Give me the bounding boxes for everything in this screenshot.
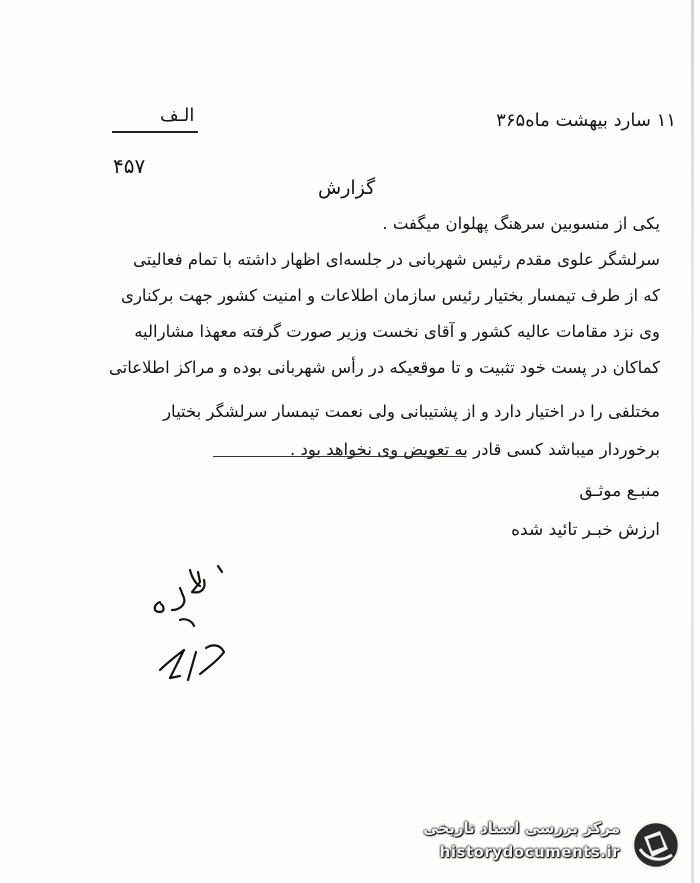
scan-edge: [691, 0, 694, 883]
source-line: منبـع موثـق: [579, 481, 660, 501]
closing-dash-line: [213, 456, 465, 457]
serial-underline: [112, 131, 198, 133]
body-line: مختلفی را در اختیار دارد و از پشتیبانی ولی نعمت تیمسار سرلشگر بختیار: [163, 402, 660, 421]
serial-label: الـف: [160, 105, 195, 126]
document-date: ۱۱ سارد بیهشت ماه۳۶۵: [496, 110, 676, 131]
document-title: گزارش: [318, 177, 376, 199]
body-line: یکی از منسوبین سرهنگ پهلوان میگفت .: [382, 214, 660, 233]
body-line: که از طرف تیمسار بختیار رئیس سازمان اطلاعات و امنیت کشور جهت برکناری: [121, 286, 660, 305]
watermark-website: historydocuments.ir: [439, 843, 620, 861]
body-line: کماکان در پست خود تثبیت و تا موقعیکه در رأس شهربانی بوده و مراکز اطلاعاتی: [108, 358, 660, 377]
body-line: وی نزد مقامات عالیه کشور و آقای نخست وزیر صورت گرفته معهذا مشارالیه: [134, 322, 660, 341]
body-line: برخوردار میباشد کسی قادر به تعویض وی نخواهد بود .: [290, 440, 660, 459]
archive-watermark: [412, 817, 690, 871]
body-line: سرلشگر علوی مقدم رئیس شهربانی در جلسه‌ای اظهار داشته با تمام فعالیتی: [132, 250, 660, 269]
watermark-org-name: مرکز بررسی اسناد تاریخی: [423, 819, 620, 837]
rating-line: ارزش خبـر تائید شده: [511, 520, 660, 540]
handwritten-signature: [140, 560, 270, 695]
document-number: ۴۵۷: [113, 154, 146, 178]
document-seal-icon: [630, 819, 682, 871]
